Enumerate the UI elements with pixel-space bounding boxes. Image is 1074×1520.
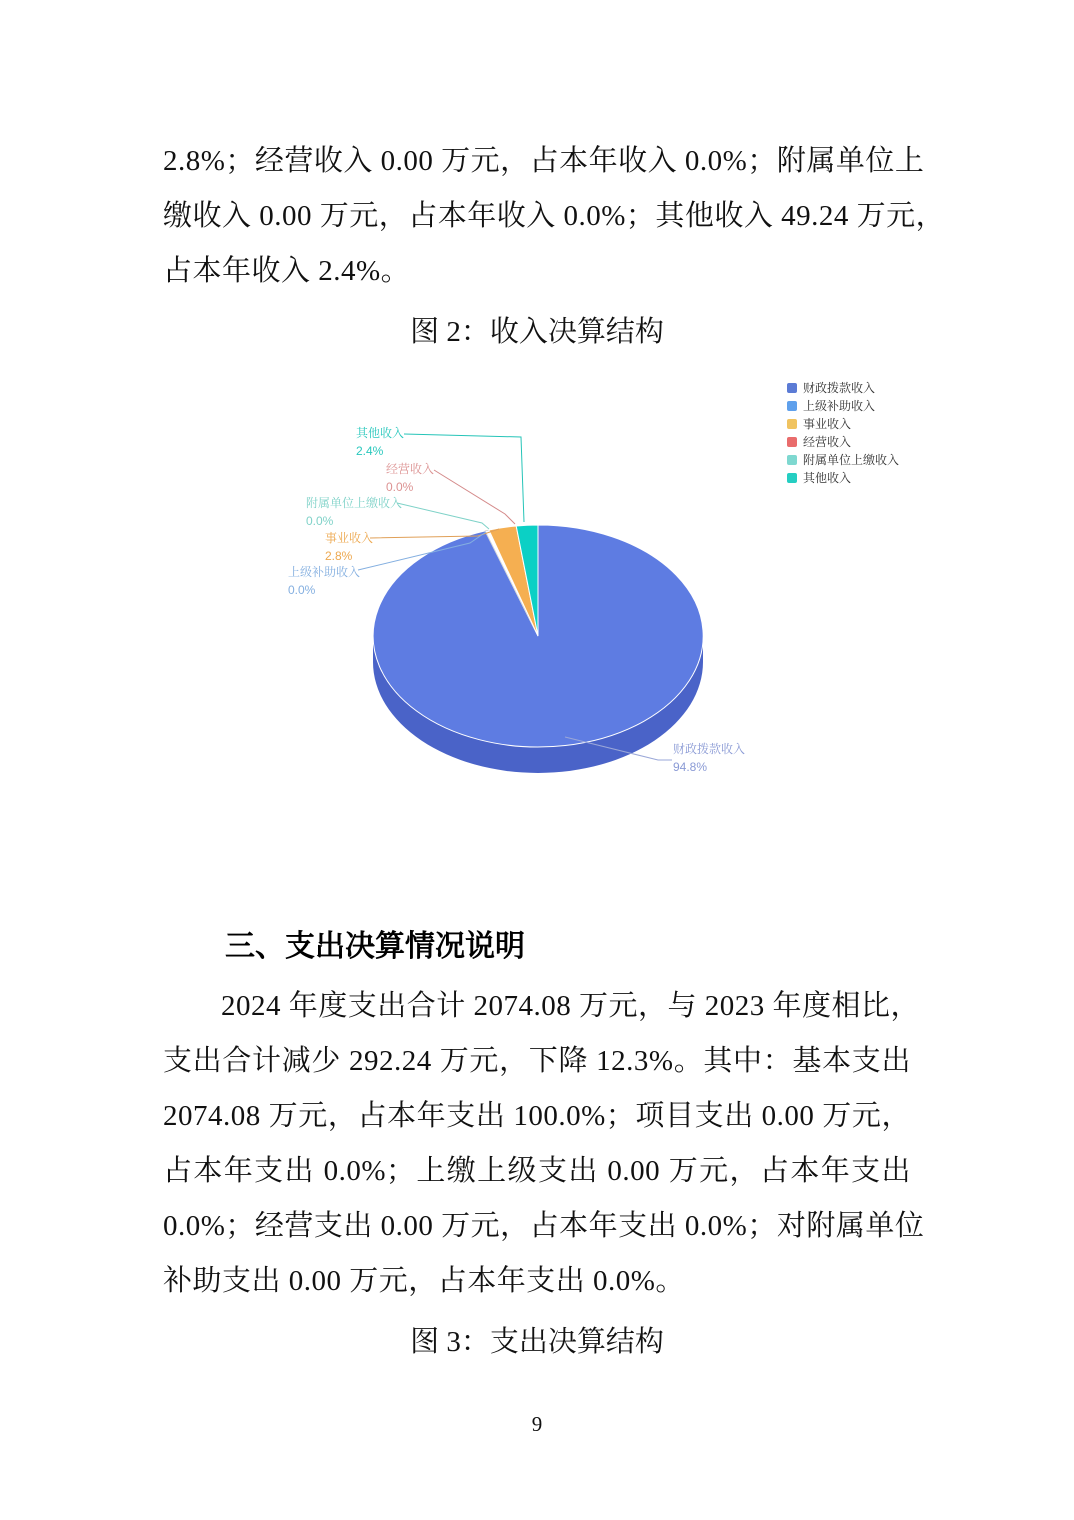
callout-shangji — [288, 563, 360, 599]
callout-name: 经营收入 — [386, 462, 435, 476]
legend-swatch-icon — [787, 383, 797, 393]
callout-caizheng — [673, 740, 745, 776]
expenditure-paragraph — [163, 979, 925, 1309]
legend-label: 其他收入 — [803, 471, 852, 485]
paragraph-line: 支出合计减少 292.24 万元，下降 12.3%。其中：基本支出 — [163, 1045, 911, 1077]
legend-item-jingying — [787, 433, 899, 451]
legend-swatch-icon — [787, 473, 797, 483]
legend-label: 附属单位上缴收入 — [803, 453, 900, 467]
paragraph-line: 0.0%；经营支出 0.00 万元，占本年支出 0.0%；对附属单位 — [163, 1210, 925, 1242]
callout-name: 事业收入 — [325, 531, 374, 545]
callout-name: 其他收入 — [356, 426, 405, 440]
legend-item-fushu — [787, 451, 899, 469]
legend-item-caizheng — [787, 379, 899, 397]
page-number: 9 — [531, 1412, 543, 1436]
legend-item-shiye — [787, 415, 899, 433]
callout-percent: 2.8% — [325, 549, 353, 563]
section3-heading: 三、支出决算情况说明 — [225, 930, 525, 963]
paragraph-line: 2024 年度支出合计 2074.08 万元，与 2023 年度相比， — [221, 990, 921, 1022]
legend-label: 财政拨款收入 — [803, 381, 876, 395]
callout-percent: 0.0% — [288, 583, 316, 597]
figure2-caption: 图 2：收入决算结构 — [410, 316, 664, 348]
callout-percent: 94.8% — [673, 760, 708, 774]
callout-name: 财政拨款收入 — [673, 742, 746, 756]
paragraph-line: 补助支出 0.00 万元，占本年支出 0.0%。 — [163, 1265, 685, 1297]
callout-percent: 0.0% — [386, 480, 414, 494]
legend-label: 经营收入 — [803, 435, 852, 449]
callout-shiye — [325, 529, 373, 565]
paragraph-line: 占本年支出 0.0%；上缴上级支出 0.00 万元，占本年支出 — [163, 1155, 911, 1187]
legend-swatch-icon — [787, 437, 797, 447]
figure3-caption: 图 3：支出决算结构 — [410, 1326, 664, 1358]
legend-item-shangji — [787, 397, 899, 415]
callout-name: 附属单位上缴收入 — [306, 496, 403, 510]
legend-swatch-icon — [787, 455, 797, 465]
legend-item-qita — [787, 469, 899, 487]
callout-name: 上级补助收入 — [288, 565, 361, 579]
leader-line-jingying — [434, 470, 515, 524]
paragraph-line: 2.8%；经营收入 0.00 万元，占本年收入 0.0%；附属单位上 — [163, 145, 925, 177]
callout-jingying — [386, 460, 434, 496]
paragraph-line: 缴收入 0.00 万元，占本年收入 0.0%；其他收入 49.24 万元， — [163, 200, 946, 232]
leader-line-fushu — [397, 503, 489, 529]
callout-percent: 2.4% — [356, 444, 384, 458]
income-paragraph — [163, 134, 946, 299]
paragraph-line: 2074.08 万元，占本年支出 100.0%；项目支出 0.00 万元， — [163, 1100, 911, 1132]
legend-swatch-icon — [787, 401, 797, 411]
callout-qita — [356, 424, 404, 460]
callout-percent: 0.0% — [306, 514, 334, 528]
legend-label: 上级补助收入 — [803, 399, 876, 413]
paragraph-line: 占本年收入 2.4%。 — [163, 255, 411, 287]
callout-fushu — [306, 494, 402, 530]
chart-legend — [787, 379, 899, 487]
legend-label: 事业收入 — [803, 417, 852, 431]
legend-swatch-icon — [787, 419, 797, 429]
